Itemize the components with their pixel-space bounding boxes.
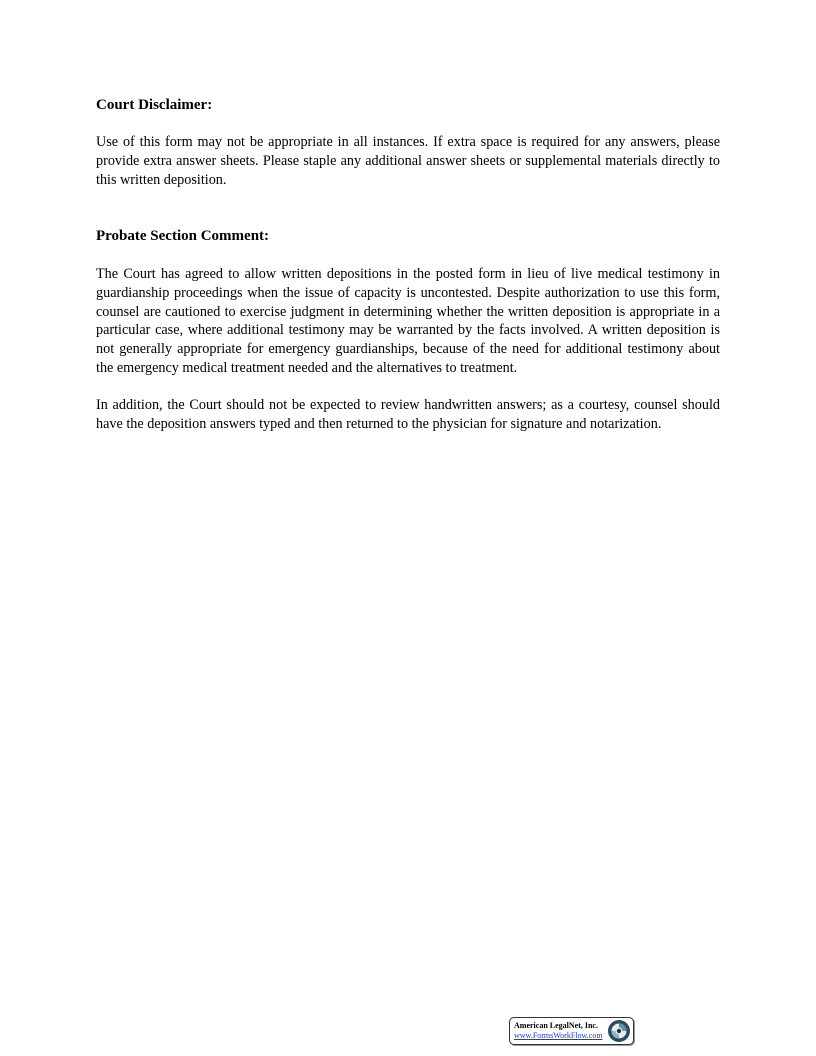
probate-comment-paragraph-2: In addition, the Court should not be expected to review handwritten answers; as a courtesy, counsel should have the deposition answers typed and then returned to the physician for signature and notarization. bbox=[96, 397, 720, 433]
court-disclaimer-text: Use of this form may not be appropriate in all instances. If extra space is required for any answers, please provide extra answer sheets. Please staple any additional answer sheets or supplemental materials directly to this written deposition. bbox=[96, 134, 720, 188]
globe-logo-icon bbox=[607, 1019, 631, 1043]
badge-url-link[interactable]: www.FormsWorkFlow.com bbox=[514, 1031, 603, 1040]
probate-comment-heading: Probate Section Comment: bbox=[96, 227, 270, 244]
document-body bbox=[96, 96, 720, 434]
court-disclaimer-heading: Court Disclaimer: bbox=[96, 97, 213, 113]
footer-badge[interactable] bbox=[509, 1017, 634, 1045]
probate-comment-paragraph-1: The Court has agreed to allow written depositions in the posted form in lieu of live medical testimony in guardianship proceedings when the issue of capacity is uncontested. Despite authorization to use this form, counsel are cautioned to exercise judgment in determining whether the written deposition is appropriate in a particular case, where additional testimony may be warranted by the facts involved. A written deposition is not generally appropriate for emergency guardianships, because of the need for additional testimony about the emergency medical treatment needed and the alternatives to treatment. bbox=[96, 265, 720, 377]
badge-company-name: American LegalNet, Inc. bbox=[514, 1021, 598, 1030]
